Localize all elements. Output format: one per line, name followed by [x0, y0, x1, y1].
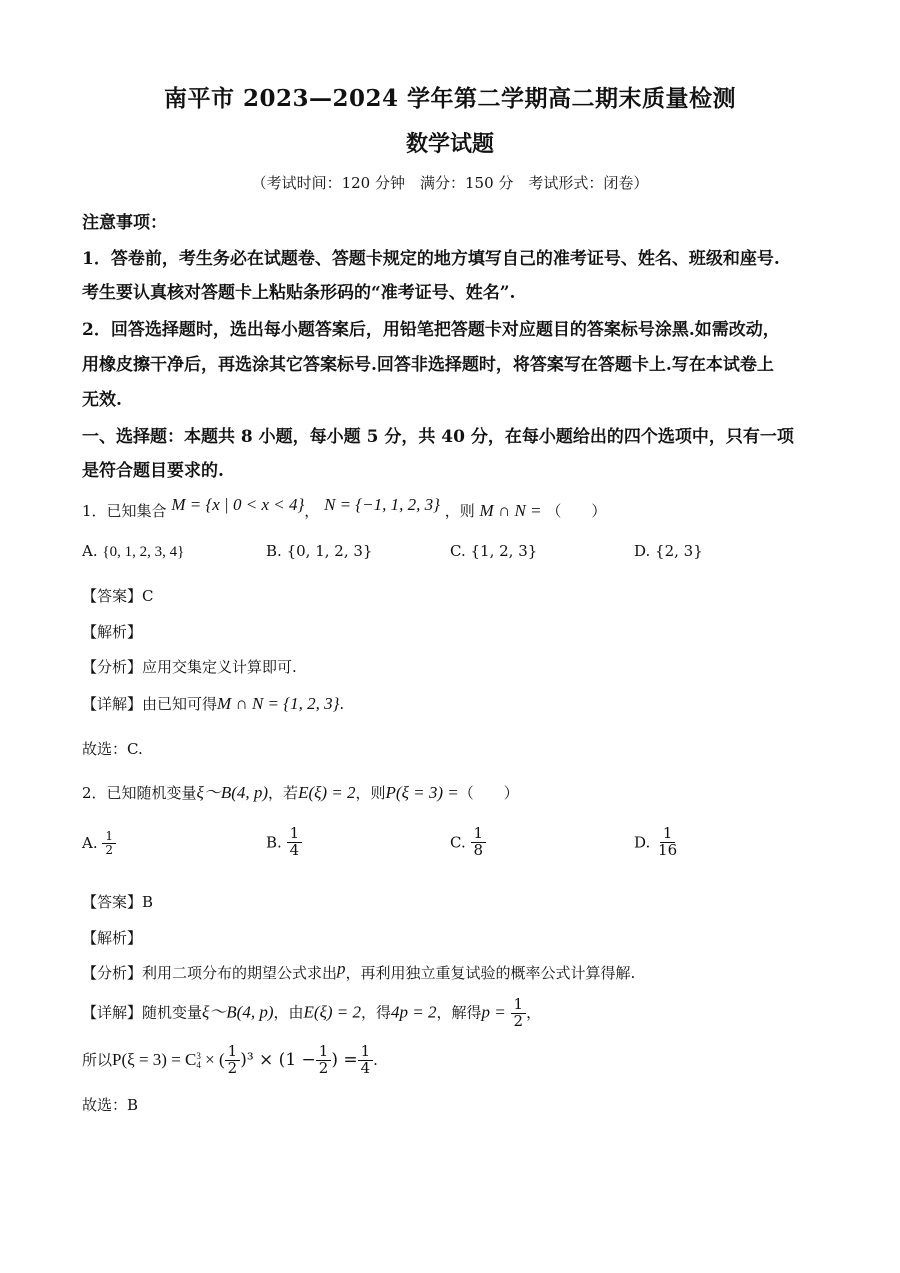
q2-analysis-suffix: ，再利用独立重复试验的概率公式计算得解. [345, 964, 636, 982]
option-label: B. [266, 542, 282, 560]
notice-item2-line3: 无效. [82, 390, 122, 410]
page-subtitle: 数学试题 [405, 131, 494, 157]
q2-so-pow: )³ × (1 − [240, 1049, 316, 1070]
option-label: C. [450, 833, 466, 852]
option-value: {2, 3} [655, 542, 703, 560]
q2-analysis-tag: 【解析】 [82, 929, 143, 947]
option-value: {1, 2, 3} [470, 542, 538, 560]
option-fraction: $\frac{1}{4}$ [287, 826, 303, 859]
q2-then: ，则 [355, 784, 386, 802]
q2-dist: ξ～B(4, p) [196, 783, 269, 802]
q2-prefix: 2．已知随机变量 [82, 784, 197, 802]
q2-paren: （ ） [458, 784, 519, 802]
question-1-stem: 1．已知集合 M = {x | 0 < x < 4}， N = {−1, 1, 2, 3} ，则 M ∩ N = （ ） [82, 495, 607, 520]
q1-detail-suffix: . [339, 695, 345, 713]
notice-heading: 注意事项： [82, 213, 167, 233]
option-value: {0, 1, 2, 3} [286, 542, 373, 560]
q1-paren: （ ） [546, 502, 607, 520]
q2-analysis-var: p [337, 959, 346, 978]
q1-analysis-tag: 【解析】 [82, 623, 143, 641]
q2-prob: P(ξ = 3) = [385, 783, 459, 802]
q1-option-c [450, 542, 537, 560]
q2-so-fraction-2: $\frac{1}{2}$ [316, 1044, 332, 1077]
q2-solution [82, 1044, 378, 1077]
option-fraction: $\frac{1}{16}$ [658, 824, 678, 859]
notice-item1-line1: 1．答卷前，考生务必在试题卷、答题卡规定的地方填写自己的准考证号、姓名、班级和座号. [82, 249, 780, 269]
q2-option-d [634, 826, 680, 859]
q2-analysis [82, 959, 636, 983]
q2-expect: E(ξ) = 2 [298, 783, 356, 802]
option-label: B. [266, 833, 282, 852]
q2-detail-dist: ξ～B(4, p) [202, 1002, 274, 1022]
q2-detail-e: E(ξ) = 2 [303, 1002, 361, 1022]
option-fraction: $\frac{1}{2}$ [102, 830, 116, 856]
q2-if: ，若 [268, 784, 299, 802]
q2-detail-get: ，得 [361, 1003, 392, 1022]
q2-detail-from: ，由 [273, 1003, 304, 1022]
q1-question: M ∩ N = [479, 501, 542, 520]
option-fraction: $\frac{1}{8}$ [471, 826, 487, 859]
q2-so-fraction-1: $\frac{1}{2}$ [225, 1044, 241, 1077]
page-title: 南平市 2023—2024 学年第二学期高二期末质量检测 [163, 85, 737, 112]
option-label: D. [634, 833, 651, 852]
q1-set-m: M = {x | 0 < x < 4} [171, 495, 305, 514]
q1-option-d [634, 542, 703, 560]
q1-option-a [82, 542, 184, 561]
q1-answer: 【答案】C [82, 587, 154, 605]
q1-analysis: 【分析】应用交集定义计算即可. [82, 658, 297, 676]
q2-detail-p-fraction: $\frac{1}{2}$ [511, 997, 527, 1030]
section-heading-line2: 是符合题目要求的. [82, 461, 224, 481]
q1-prefix: 1．已知集合 [82, 502, 167, 520]
q2-option-a [82, 830, 116, 856]
notice-item1-line2: 考生要认真核对答题卡上粘贴条形码的“准考证号、姓名”. [82, 283, 516, 303]
q1-set-n: N = {−1, 1, 2, 3} [324, 495, 440, 514]
option-label: A. [82, 542, 98, 560]
q2-so-math: P(ξ = 3) = C 3 4 × ( [112, 1049, 225, 1070]
q1-detail-prefix: 【详解】由已知可得 [82, 695, 218, 713]
q2-so-prefix: 所以 [82, 1050, 113, 1069]
q1-option-b [266, 542, 372, 560]
q2-option-b [266, 826, 302, 859]
q1-conclusion: 故选：C. [82, 740, 143, 758]
exam-info: （考试时间：120 分钟 满分：150 分 考试形式：闭卷） [251, 174, 649, 192]
option-label: C. [450, 542, 466, 560]
q2-detail-solve: ，解得 [436, 1003, 482, 1022]
notice-item2-line2: 用橡皮擦干净后，再选涂其它答案标号.回答非选择题时，将答案写在答题卡上.写在本试卷上 [82, 355, 774, 375]
section-heading-line1: 一、选择题：本题共 8 小题，每小题 5 分，共 40 分，在每小题给出的四个选项中，只有一项 [82, 427, 794, 447]
q2-option-c [450, 826, 486, 859]
q1-suffix: ，则 [444, 502, 475, 520]
q2-conclusion: 故选：B [82, 1096, 139, 1114]
q2-so-fraction-3: $\frac{1}{4}$ [358, 1044, 374, 1077]
q2-detail-p: p = [481, 1002, 506, 1022]
q2-so-eq: ) = [331, 1049, 358, 1070]
question-2-stem [82, 778, 519, 803]
q2-answer: 【答案】B [82, 893, 154, 911]
q2-analysis-prefix: 【分析】利用二项分布的期望公式求出 [82, 964, 338, 982]
option-value: {0, 1, 2, 3, 4} [102, 544, 185, 560]
q2-detail-prefix: 【详解】随机变量 [82, 1003, 203, 1022]
q1-detail-math: M ∩ N = {1, 2, 3} [217, 694, 340, 713]
option-label: D. [634, 542, 651, 560]
q1-detail [82, 693, 344, 714]
q2-detail [82, 997, 541, 1030]
q2-so-end: . [373, 1050, 378, 1069]
q2-detail-end: ， [526, 1003, 542, 1022]
notice-item2-line1: 2．回答选择题时，选出每小题答案后，用铅笔把答题卡对应题目的答案标号涂黑.如需改动， [82, 320, 780, 340]
option-label: A. [82, 834, 98, 853]
q2-detail-eq: 4p = 2 [391, 1002, 437, 1022]
